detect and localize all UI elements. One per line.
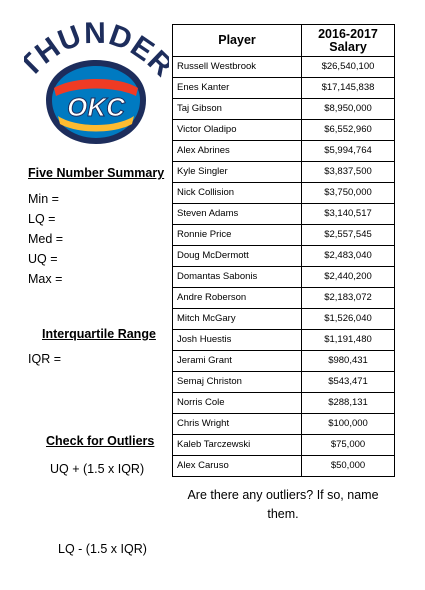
- salary-cell: $2,557,545: [302, 225, 395, 246]
- salary-cell: $2,483,040: [302, 246, 395, 267]
- upper-fence-formula: UQ + (1.5 x IQR): [50, 462, 145, 476]
- player-cell: Victor Oladipo: [173, 120, 302, 141]
- table-header-row: [173, 25, 395, 57]
- salary-cell: $3,140,517: [302, 204, 395, 225]
- player-cell: Russell Westbrook: [173, 57, 302, 78]
- player-column-header: Player: [173, 25, 302, 57]
- player-cell: Ronnie Price: [173, 225, 302, 246]
- table-row: [173, 246, 395, 267]
- table-row: [173, 78, 395, 99]
- lq-label: LQ =: [28, 212, 56, 226]
- player-cell: Nick Collision: [173, 183, 302, 204]
- salary-cell: $3,750,000: [302, 183, 395, 204]
- five-number-summary-title: Five Number Summary: [28, 166, 165, 180]
- table-row: [173, 267, 395, 288]
- player-cell: Enes Kanter: [173, 78, 302, 99]
- logo-wordmark: HUNDE: [29, 18, 161, 71]
- player-cell: Semaj Christon: [173, 372, 302, 393]
- outliers-title: Check for Outliers: [46, 434, 155, 448]
- salary-cell: $1,191,480: [302, 330, 395, 351]
- salary-cell: $8,950,000: [302, 99, 395, 120]
- salary-cell: $26,540,100: [302, 57, 395, 78]
- table-row: [173, 183, 395, 204]
- table-row: [173, 351, 395, 372]
- salary-cell: $5,994,764: [302, 141, 395, 162]
- salary-cell: $6,552,960: [302, 120, 395, 141]
- iqr-title: Interquartile Range: [42, 327, 156, 341]
- player-cell: Steven Adams: [173, 204, 302, 225]
- player-cell: Andre Roberson: [173, 288, 302, 309]
- table-row: [173, 120, 395, 141]
- table-row: [173, 162, 395, 183]
- med-label: Med =: [28, 232, 64, 246]
- salary-cell: $288,131: [302, 393, 395, 414]
- player-cell: Norris Cole: [173, 393, 302, 414]
- uq-label: UQ =: [28, 252, 58, 266]
- salary-table: [172, 24, 395, 477]
- table-row: [173, 225, 395, 246]
- player-cell: Chris Wright: [173, 414, 302, 435]
- player-cell: Domantas Sabonis: [173, 267, 302, 288]
- salary-cell: $2,440,200: [302, 267, 395, 288]
- table-row: [173, 414, 395, 435]
- salary-cell: $3,837,500: [302, 162, 395, 183]
- table-row: [173, 57, 395, 78]
- min-label: Min =: [28, 192, 59, 206]
- outlier-question: Are there any outliers? If so, name them.: [187, 488, 379, 521]
- salary-cell: $75,000: [302, 435, 395, 456]
- table-row: [173, 141, 395, 162]
- table-row: [173, 393, 395, 414]
- player-cell: Mitch McGary: [173, 309, 302, 330]
- table-row: [173, 288, 395, 309]
- salary-cell: $543,471: [302, 372, 395, 393]
- table-row: [173, 435, 395, 456]
- player-cell: Kyle Singler: [173, 162, 302, 183]
- player-cell: Josh Huestis: [173, 330, 302, 351]
- table-row: [173, 372, 395, 393]
- salary-cell: $1,526,040: [302, 309, 395, 330]
- salary-column-header: 2016-2017 Salary: [302, 25, 395, 57]
- iqr-label: IQR =: [28, 352, 61, 366]
- player-cell: Doug McDermott: [173, 246, 302, 267]
- okc-thunder-logo: [24, 18, 169, 153]
- salary-cell: $980,431: [302, 351, 395, 372]
- logo-initials: OKC: [67, 92, 125, 122]
- salary-cell: $100,000: [302, 414, 395, 435]
- player-cell: Alex Abrines: [173, 141, 302, 162]
- table-row: [173, 456, 395, 477]
- table-row: [173, 330, 395, 351]
- player-cell: Alex Caruso: [173, 456, 302, 477]
- table-row: [173, 204, 395, 225]
- lower-fence-formula: LQ - (1.5 x IQR): [58, 542, 147, 556]
- table-row: [173, 309, 395, 330]
- player-cell: Taj Gibson: [173, 99, 302, 120]
- max-label: Max =: [28, 272, 63, 286]
- salary-cell: $17,145,838: [302, 78, 395, 99]
- player-cell: Kaleb Tarczewski: [173, 435, 302, 456]
- salary-cell: $50,000: [302, 456, 395, 477]
- player-cell: Jerami Grant: [173, 351, 302, 372]
- table-row: [173, 99, 395, 120]
- salary-cell: $2,183,072: [302, 288, 395, 309]
